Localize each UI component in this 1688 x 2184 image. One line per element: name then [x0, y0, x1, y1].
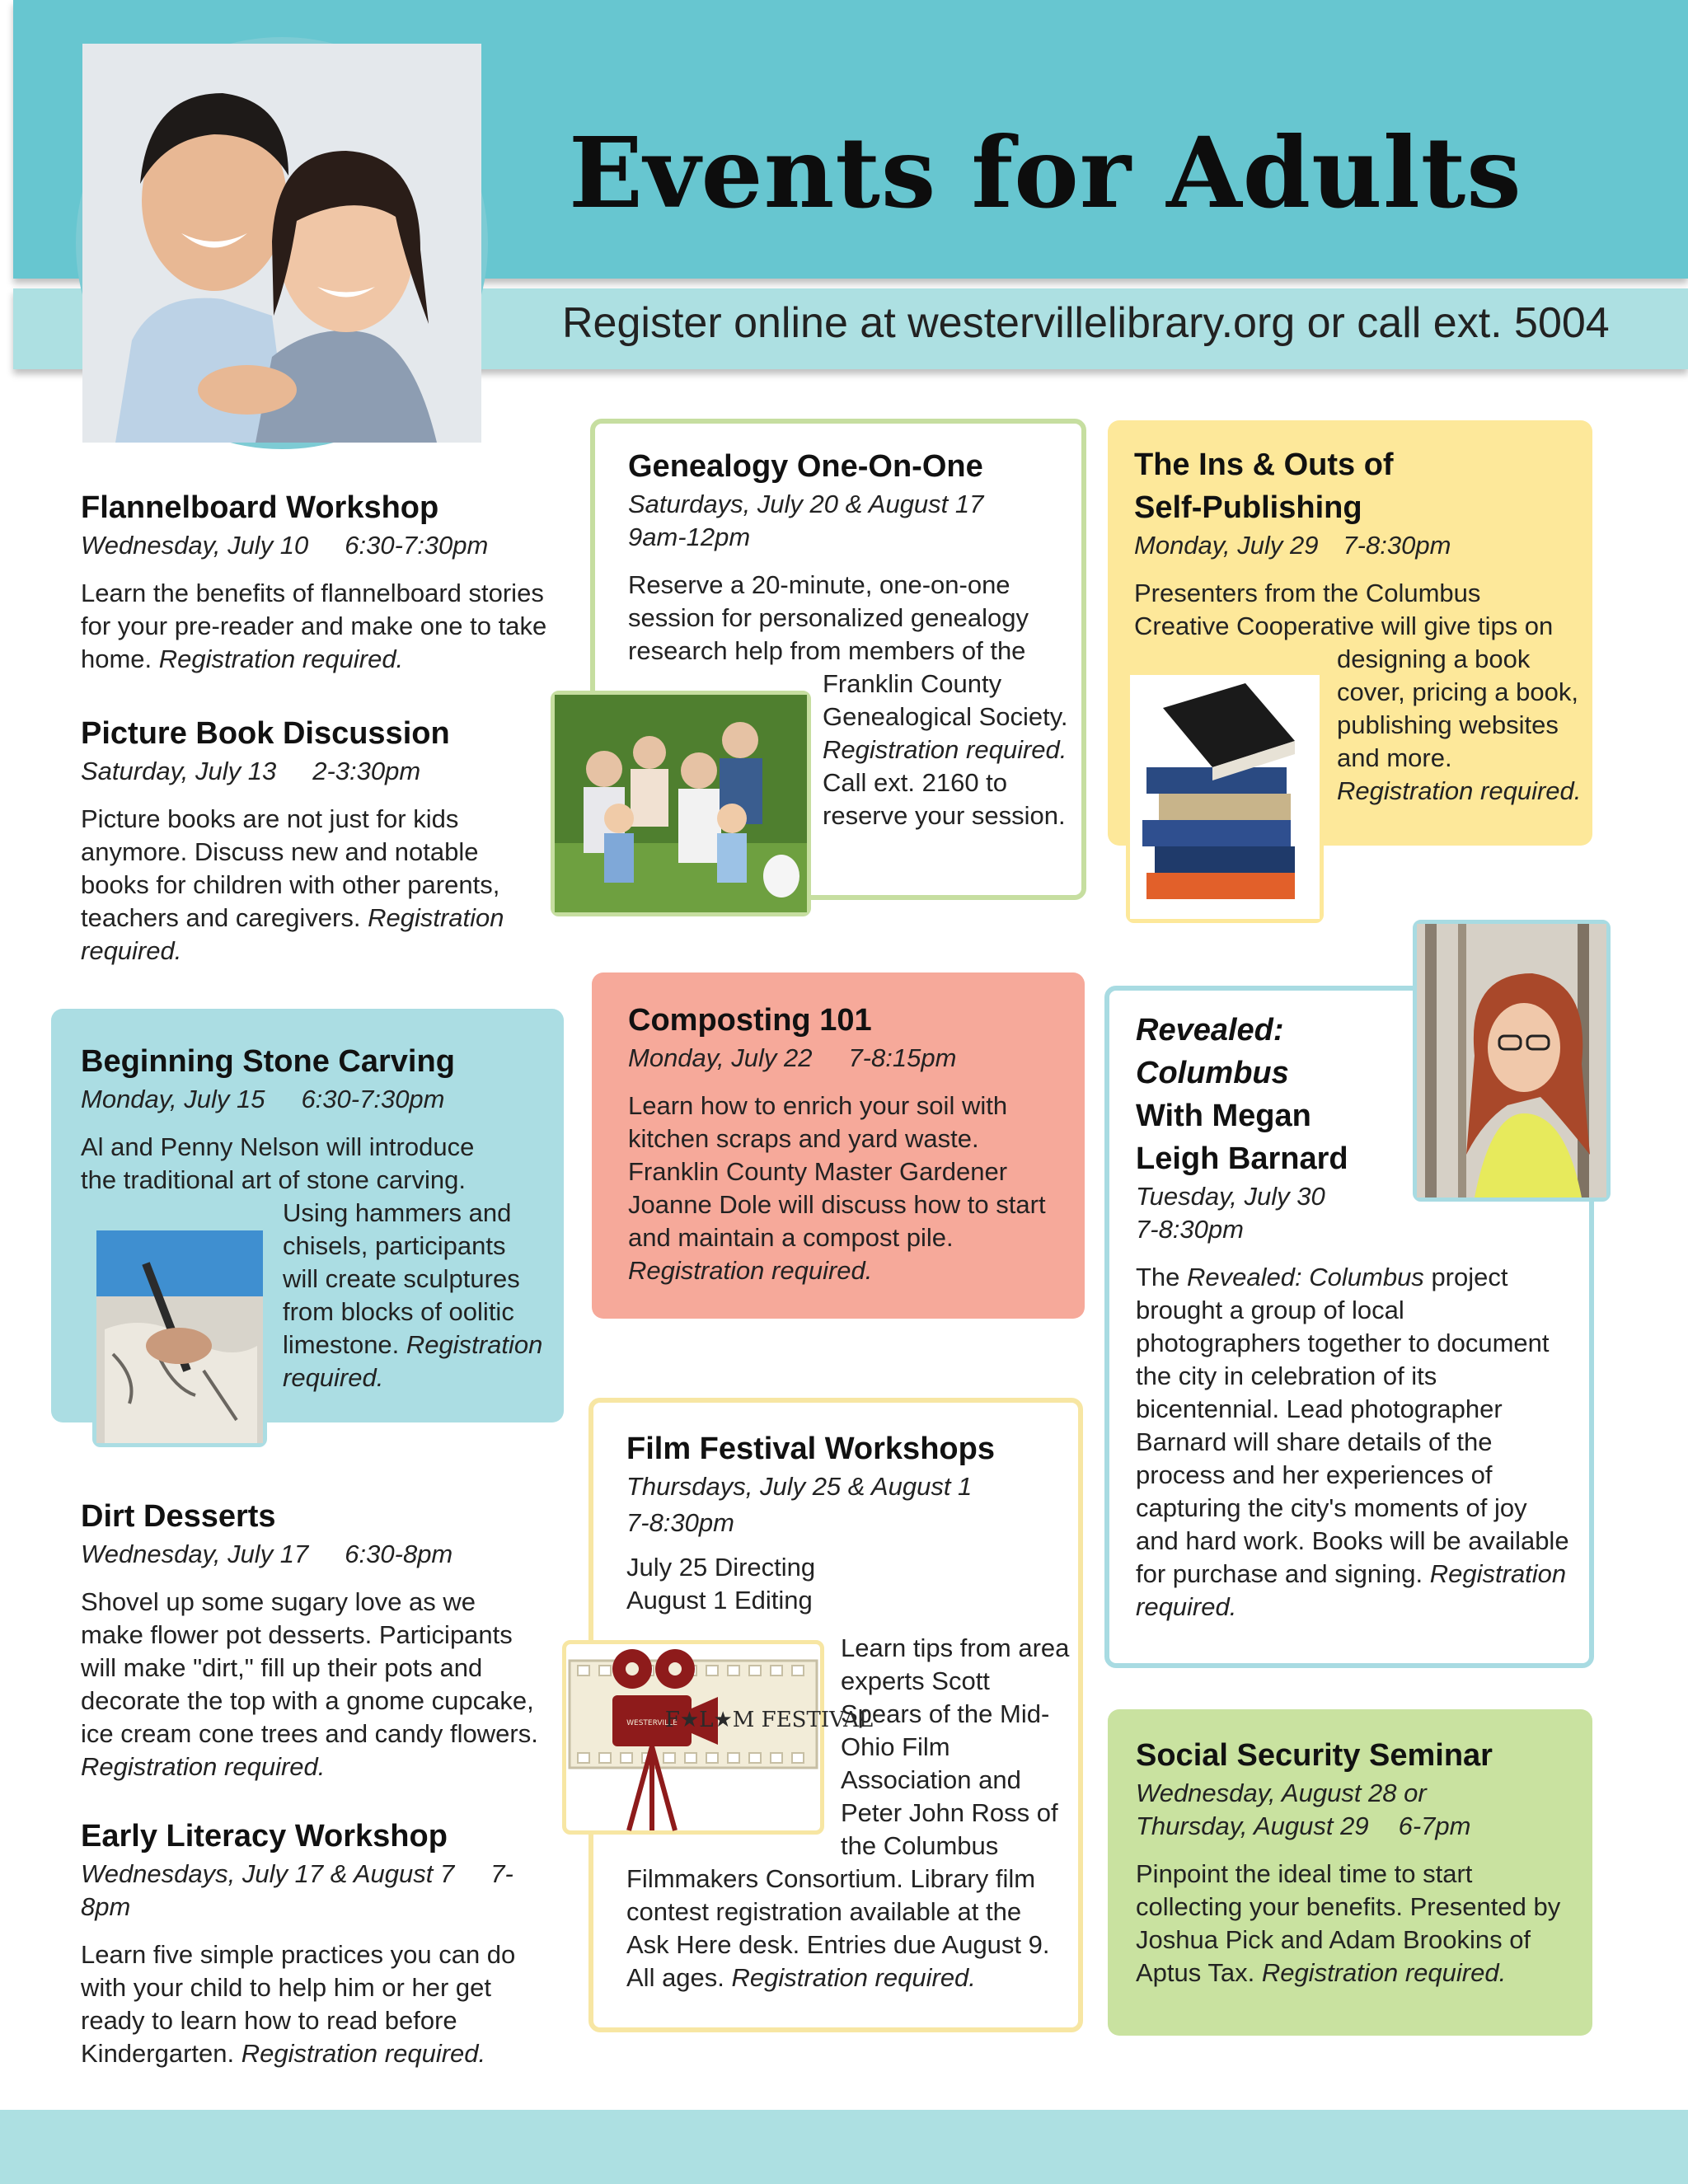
film-festival-logo-text: F★L★M FESTIVAL [664, 1708, 874, 1732]
event-dirt-desserts [81, 1495, 559, 1783]
event-title: Dirt Desserts [81, 1499, 276, 1534]
event-date: Monday, July 29 7-8:30pm [1134, 531, 1451, 560]
event-description: The Revealed: Columbus project brought a group of local photographers together to document the city in celebration of its bicentennial. Lead photographer Barnard will share details of the process and her experiences of capturing the city's moments of joy and hard work. Books will be available for purchase and signing. Registration required. [1136, 1263, 1569, 1621]
event-description: Reserve a 20-minute, one-on-one session for personalized genealogy research help from members of the [628, 570, 1029, 665]
family-photo [551, 691, 811, 916]
event-time: 9am-12pm [628, 523, 751, 551]
event-description: Presenters from the Columbus Creative Cooperative will give tips on [1134, 579, 1554, 640]
event-title: Film Festival Workshops [626, 1432, 995, 1466]
event-social-security [1136, 1734, 1581, 1990]
event-date: Monday, July 22 7-8:15pm [628, 1043, 957, 1072]
event-title: Picture Book Discussion [81, 716, 450, 751]
event-picture-book [81, 712, 542, 968]
event-schedule-2: August 1 Editing [626, 1586, 813, 1615]
event-date: Wednesday, August 28 or [1136, 1779, 1427, 1807]
camera-label: WESTERVILLE [626, 1719, 678, 1727]
event-title-2: Self-Publishing [1134, 490, 1362, 525]
event-description-2: Franklin County Genealogical Society. Registration required. Call ext. 2160 to reserve your session. [823, 669, 1068, 830]
register-info: Register online at westervillelibrary.org or call ext. 5004 [562, 299, 1610, 347]
event-title: Composting 101 [628, 1003, 872, 1038]
page-title: Events for Adults [569, 115, 1522, 230]
event-time: 7-8:30pm [626, 1508, 734, 1537]
event-title: Early Literacy Workshop [81, 1819, 448, 1854]
event-composting [628, 999, 1073, 1287]
event-date: Thursdays, July 25 & August 1 [626, 1472, 973, 1501]
books-photo [1126, 671, 1324, 923]
event-early-literacy [81, 1815, 559, 2070]
event-date: Saturdays, July 20 & August 17 [628, 490, 984, 518]
event-title: Social Security Seminar [1136, 1738, 1493, 1773]
event-title-3: With Megan [1136, 1099, 1311, 1133]
event-title-2: Columbus [1136, 1056, 1289, 1090]
event-date: Saturday, July 13 2-3:30pm [81, 757, 421, 785]
event-date-2: Thursday, August 29 6-7pm [1136, 1811, 1471, 1840]
event-title: Revealed: [1136, 1013, 1284, 1047]
event-flannelboard [81, 486, 559, 676]
event-title: The Ins & Outs of [1134, 448, 1394, 482]
event-description: Al and Penny Nelson will introduce the traditional art of stone carving. [81, 1132, 475, 1194]
couple-photo [76, 37, 488, 449]
stone-carving-photo [92, 1226, 267, 1447]
event-date: Tuesday, July 30 [1136, 1182, 1325, 1211]
event-title: Genealogy One-On-One [628, 449, 983, 484]
film-festival-logo [562, 1640, 874, 1835]
event-title-4: Leigh Barnard [1136, 1141, 1348, 1176]
event-description-2: Using hammers and chisels, participants will create sculptures from blocks of oolitic limestone. Registration required. [283, 1198, 543, 1392]
event-title: Flannelboard Workshop [81, 490, 439, 525]
event-description: Learn tips from area experts Scott Spears of the Mid-Ohio Film Association and Peter John Ross of the Columbus [841, 1633, 1070, 1860]
event-title: Beginning Stone Carving [81, 1044, 455, 1079]
event-date: Wednesdays, July 17 & August 7 7-8pm [81, 1859, 513, 1921]
event-date: Wednesday, July 10 6:30-7:30pm [81, 531, 489, 560]
event-time: 7-8:30pm [1136, 1215, 1244, 1244]
event-description: Picture books are not just for kids anymore. Discuss new and notable books for children with other parents, teachers and caregivers. Registration required. [81, 804, 504, 965]
event-description-2: designing a book cover, pricing a book, publishing websites and more. Registration required. [1337, 644, 1582, 805]
event-description: Shovel up some sugary love as we make flower pot desserts. Participants will make "dirt," fill up their pots and decorate the top with a gnome cupcake, ice cream cone trees and candy flowers. Registration required. [81, 1587, 538, 1781]
event-schedule-1: July 25 Directing [626, 1553, 816, 1582]
event-date: Monday, July 15 6:30-7:30pm [81, 1085, 445, 1113]
event-date: Wednesday, July 17 6:30-8pm [81, 1540, 453, 1568]
footer-band [0, 2110, 1688, 2184]
event-description: Learn how to enrich your soil with kitchen scraps and yard waste. Franklin County Master Gardener Joanne Dole will discuss how to start and maintain a compost pile. Registration required. [628, 1091, 1046, 1285]
event-description: Learn the benefits of flannelboard stories for your pre-reader and make one to take home. Registration required. [81, 579, 547, 673]
event-description: Pinpoint the ideal time to start collecting your benefits. Presented by Joshua Pick and Adam Brookins of Aptus Tax. Registration required. [1136, 1859, 1561, 1987]
event-description: Learn five simple practices you can do with your child to help him or her get ready to learn how to read before Kindergarten. Registration required. [81, 1940, 516, 2068]
megan-barnard-photo [1413, 920, 1611, 1202]
event-description-2: Filmmakers Consortium. Library film contest registration available at the Ask Here desk. Entries due August 9. All ages. Registration required. [626, 1864, 1050, 1992]
